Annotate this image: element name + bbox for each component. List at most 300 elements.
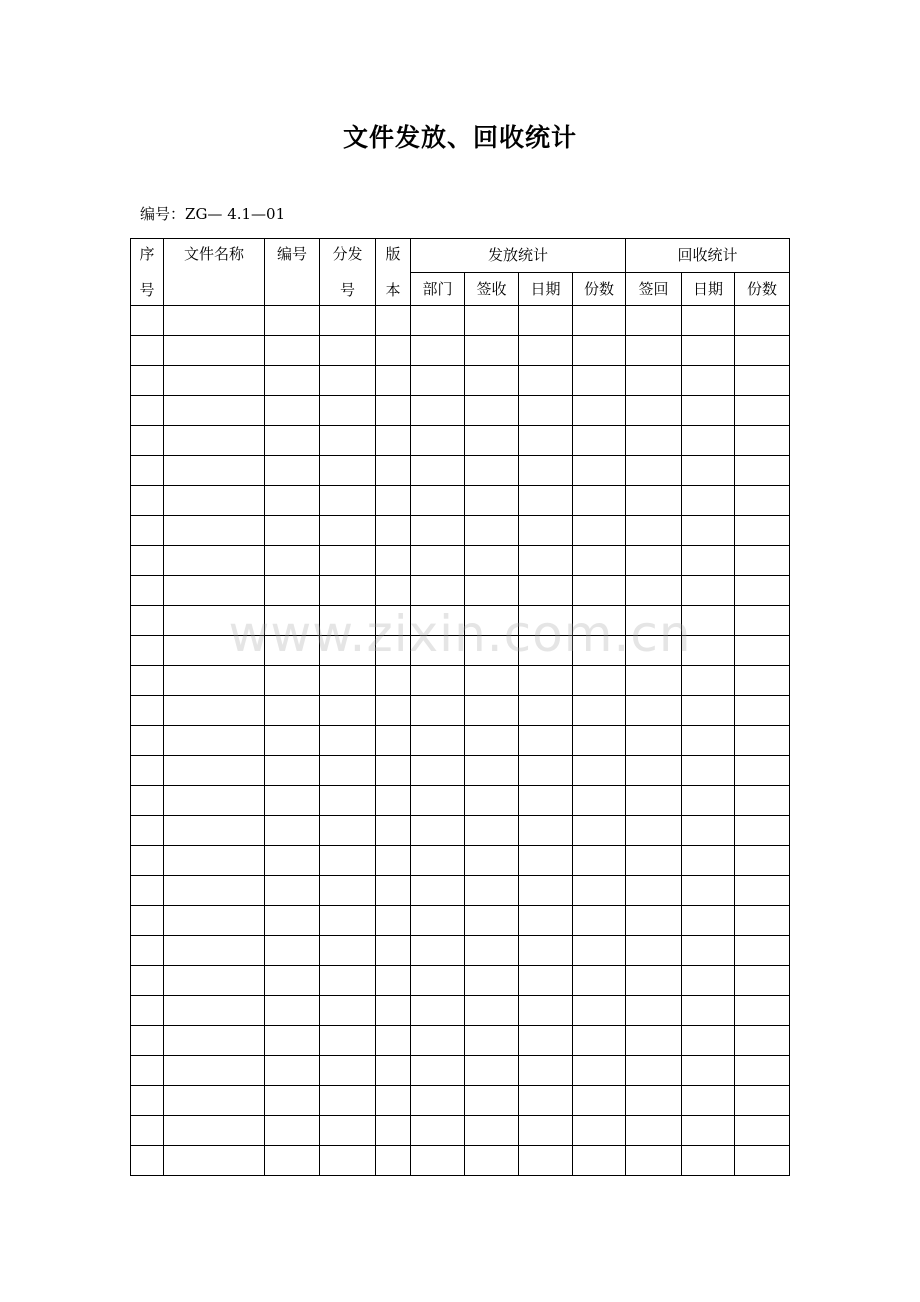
table-cell (411, 486, 465, 516)
table-cell (519, 996, 573, 1026)
table-cell (573, 396, 626, 426)
table-cell (682, 816, 735, 846)
table-cell (465, 576, 519, 606)
table-cell (519, 1056, 573, 1086)
table-cell (735, 636, 790, 666)
table-cell (573, 606, 626, 636)
table-cell (519, 966, 573, 996)
table-cell (265, 336, 320, 366)
table-cell (626, 306, 682, 336)
table-cell (131, 636, 164, 666)
table-cell (735, 1056, 790, 1086)
table-cell (411, 996, 465, 1026)
table-cell (682, 1056, 735, 1086)
table-cell (131, 1116, 164, 1146)
table-cell (131, 546, 164, 576)
table-cell (164, 666, 265, 696)
table-cell (682, 426, 735, 456)
table-cell (519, 756, 573, 786)
table-cell (320, 996, 376, 1026)
header-issue-dept: 部门 (411, 272, 465, 306)
table-cell (519, 906, 573, 936)
table-cell (320, 966, 376, 996)
table-cell (411, 756, 465, 786)
table-cell (626, 996, 682, 1026)
table-cell (320, 1146, 376, 1176)
table-row (131, 936, 790, 966)
table-cell (320, 396, 376, 426)
table-cell (682, 1116, 735, 1146)
table-cell (411, 396, 465, 426)
table-cell (519, 726, 573, 756)
table-cell (411, 696, 465, 726)
table-cell (164, 306, 265, 336)
table-cell (735, 696, 790, 726)
header-issue-copies: 份数 (573, 272, 626, 306)
table-row (131, 486, 790, 516)
table-cell (131, 426, 164, 456)
table-cell (376, 456, 411, 486)
table-cell (465, 666, 519, 696)
table-row (131, 1146, 790, 1176)
table-cell (164, 726, 265, 756)
table-cell (573, 756, 626, 786)
table-cell (573, 696, 626, 726)
table-cell (376, 426, 411, 456)
table-cell (573, 486, 626, 516)
table-cell (320, 546, 376, 576)
table-cell (320, 876, 376, 906)
table-cell (465, 816, 519, 846)
table-cell (735, 396, 790, 426)
table-cell (519, 336, 573, 366)
table-cell (376, 336, 411, 366)
table-cell (320, 846, 376, 876)
table-cell (465, 696, 519, 726)
table-cell (682, 396, 735, 426)
table-cell (376, 516, 411, 546)
table-cell (411, 1056, 465, 1086)
table-cell (682, 1086, 735, 1116)
table-cell (465, 546, 519, 576)
table-cell (376, 486, 411, 516)
table-cell (465, 426, 519, 456)
header-dist-bottom: 号 (339, 281, 355, 299)
table-cell (164, 1146, 265, 1176)
document-code-value: ZG— 4.1—01 (185, 205, 286, 223)
table-row (131, 876, 790, 906)
table-cell (682, 606, 735, 636)
table-cell (626, 1116, 682, 1146)
table-cell (626, 756, 682, 786)
table-cell (131, 726, 164, 756)
table-cell (573, 906, 626, 936)
table-cell (735, 1086, 790, 1116)
table-cell (682, 306, 735, 336)
table-cell (265, 1086, 320, 1116)
table-cell (465, 636, 519, 666)
table-cell (735, 666, 790, 696)
table-cell (265, 876, 320, 906)
table-cell (626, 336, 682, 366)
table-cell (376, 366, 411, 396)
table-cell (164, 996, 265, 1026)
table-cell (682, 336, 735, 366)
table-cell (735, 1116, 790, 1146)
table-cell (164, 756, 265, 786)
table-cell (573, 1146, 626, 1176)
table-cell (265, 1056, 320, 1086)
table-cell (682, 366, 735, 396)
table-row (131, 1116, 790, 1146)
header-dist-number (320, 239, 376, 306)
table-cell (265, 1026, 320, 1056)
table-cell (626, 936, 682, 966)
header-version-bottom: 本 (385, 281, 401, 299)
table-cell (573, 1086, 626, 1116)
table-cell (626, 906, 682, 936)
table-cell (411, 816, 465, 846)
table-cell (411, 1026, 465, 1056)
table-cell (465, 726, 519, 756)
table-cell (320, 336, 376, 366)
table-cell (376, 906, 411, 936)
table-cell (164, 1116, 265, 1146)
table-cell (735, 306, 790, 336)
table-cell (164, 1056, 265, 1086)
table-cell (320, 1056, 376, 1086)
table-cell (265, 426, 320, 456)
table-cell (626, 636, 682, 666)
table-cell (465, 606, 519, 636)
table-cell (131, 396, 164, 426)
table-cell (573, 426, 626, 456)
table-cell (573, 336, 626, 366)
table-cell (735, 1146, 790, 1176)
header-recall-date: 日期 (682, 272, 735, 306)
table-cell (626, 576, 682, 606)
table-cell (626, 426, 682, 456)
table-cell (131, 456, 164, 486)
header-recall-sign: 签回 (626, 272, 682, 306)
table-cell (573, 996, 626, 1026)
page-title: 文件发放、回收统计 (342, 123, 577, 152)
table-cell (465, 336, 519, 366)
table-cell (682, 906, 735, 936)
header-recall-copies: 份数 (735, 272, 790, 306)
table-row (131, 906, 790, 936)
table-cell (735, 486, 790, 516)
table-cell (626, 606, 682, 636)
table-row (131, 306, 790, 336)
table-cell (320, 1086, 376, 1116)
table-cell (682, 486, 735, 516)
table-cell (131, 906, 164, 936)
table-cell (626, 786, 682, 816)
table-row (131, 696, 790, 726)
table-row (131, 846, 790, 876)
table-cell (735, 1026, 790, 1056)
table-cell (626, 846, 682, 876)
table-cell (682, 876, 735, 906)
table-cell (519, 696, 573, 726)
table-cell (573, 516, 626, 546)
table-cell (411, 936, 465, 966)
table-cell (735, 816, 790, 846)
table-cell (320, 606, 376, 636)
header-version-top: 版 (385, 245, 401, 263)
table-cell (573, 816, 626, 846)
table-cell (411, 306, 465, 336)
table-cell (573, 876, 626, 906)
table-cell (411, 846, 465, 876)
table-cell (411, 636, 465, 666)
table-row (131, 756, 790, 786)
table-cell (320, 816, 376, 846)
header-number: 编号 (265, 239, 320, 306)
table-cell (735, 966, 790, 996)
table-cell (682, 756, 735, 786)
table-cell (465, 486, 519, 516)
table-cell (131, 936, 164, 966)
table-cell (164, 1026, 265, 1056)
table-cell (265, 636, 320, 666)
table-cell (131, 696, 164, 726)
table-cell (320, 936, 376, 966)
table-cell (519, 486, 573, 516)
table-cell (735, 576, 790, 606)
table-cell (735, 546, 790, 576)
table-cell (465, 396, 519, 426)
table-cell (735, 366, 790, 396)
table-row (131, 726, 790, 756)
table-cell (265, 1146, 320, 1176)
table-row (131, 576, 790, 606)
table-cell (519, 636, 573, 666)
table-cell (164, 906, 265, 936)
table-cell (131, 756, 164, 786)
table-row (131, 426, 790, 456)
header-version (376, 239, 411, 306)
table-cell (265, 726, 320, 756)
table-cell (411, 1116, 465, 1146)
table-cell (735, 846, 790, 876)
table-cell (519, 816, 573, 846)
table-cell (519, 306, 573, 336)
table-cell (735, 996, 790, 1026)
header-dist-top: 分发 (332, 245, 363, 263)
table-cell (682, 456, 735, 486)
table-cell (573, 366, 626, 396)
table-cell (519, 576, 573, 606)
table-cell (626, 816, 682, 846)
header-issue-group: 发放统计 (411, 239, 626, 273)
table-cell (131, 996, 164, 1026)
table-cell (626, 1056, 682, 1086)
table-cell (164, 876, 265, 906)
table-cell (376, 1146, 411, 1176)
table-cell (376, 1026, 411, 1056)
table-row (131, 1056, 790, 1086)
distribution-recall-table (130, 238, 790, 1176)
table-cell (573, 546, 626, 576)
table-cell (735, 606, 790, 636)
table-cell (682, 996, 735, 1026)
table-cell (519, 606, 573, 636)
table-cell (465, 846, 519, 876)
table-cell (320, 306, 376, 336)
table-row (131, 456, 790, 486)
table-cell (682, 546, 735, 576)
table-cell (131, 516, 164, 546)
table-cell (131, 666, 164, 696)
table-cell (265, 456, 320, 486)
table-cell (164, 486, 265, 516)
table-cell (626, 456, 682, 486)
table-cell (320, 426, 376, 456)
table-cell (376, 756, 411, 786)
table-cell (320, 906, 376, 936)
table-cell (735, 756, 790, 786)
table-row (131, 666, 790, 696)
table-cell (411, 426, 465, 456)
table-cell (465, 1116, 519, 1146)
document-code (140, 203, 285, 224)
table-cell (573, 786, 626, 816)
table-cell (519, 456, 573, 486)
table-cell (320, 696, 376, 726)
table-cell (573, 1056, 626, 1086)
header-row-1 (131, 239, 790, 273)
table-cell (411, 906, 465, 936)
table-cell (626, 876, 682, 906)
header-issue-sign: 签收 (465, 272, 519, 306)
table-cell (735, 936, 790, 966)
table-row (131, 396, 790, 426)
table-cell (411, 366, 465, 396)
table-cell (519, 936, 573, 966)
table-cell (465, 1086, 519, 1116)
table-cell (131, 306, 164, 336)
table-cell (376, 1086, 411, 1116)
table-cell (131, 966, 164, 996)
table-cell (164, 336, 265, 366)
table-row (131, 1086, 790, 1116)
table-cell (519, 1026, 573, 1056)
table-cell (131, 576, 164, 606)
table-cell (682, 1026, 735, 1056)
table-cell (682, 576, 735, 606)
table-cell (626, 366, 682, 396)
header-seq-bottom: 号 (139, 281, 155, 299)
header-file-name: 文件名称 (164, 239, 265, 306)
table-cell (265, 486, 320, 516)
table-cell (376, 846, 411, 876)
table-cell (376, 306, 411, 336)
table-cell (465, 786, 519, 816)
table-cell (411, 1086, 465, 1116)
table-cell (411, 1146, 465, 1176)
table-cell (265, 606, 320, 636)
table-cell (265, 696, 320, 726)
table-cell (573, 1116, 626, 1146)
table-cell (573, 456, 626, 486)
table-cell (573, 666, 626, 696)
table-cell (376, 816, 411, 846)
table-cell (682, 666, 735, 696)
table-cell (411, 606, 465, 636)
table-cell (265, 906, 320, 936)
table-row (131, 996, 790, 1026)
table-cell (735, 786, 790, 816)
table-cell (164, 1086, 265, 1116)
table-cell (164, 696, 265, 726)
table-cell (682, 966, 735, 996)
document-code-label: 编号： (140, 205, 186, 223)
table-cell (320, 756, 376, 786)
table-cell (320, 666, 376, 696)
table-cell (519, 516, 573, 546)
table-cell (320, 636, 376, 666)
table-row (131, 516, 790, 546)
table-cell (411, 726, 465, 756)
table-cell (735, 426, 790, 456)
table-cell (626, 516, 682, 546)
table-cell (265, 366, 320, 396)
table-cell (626, 666, 682, 696)
table-cell (626, 486, 682, 516)
watermark: www.zixin.com.cn (228, 605, 692, 663)
table-cell (465, 1056, 519, 1086)
table-cell (573, 726, 626, 756)
table-cell (131, 1086, 164, 1116)
table-cell (411, 966, 465, 996)
table-cell (682, 636, 735, 666)
table-cell (411, 576, 465, 606)
table-cell (131, 816, 164, 846)
table-cell (164, 396, 265, 426)
table-cell (682, 726, 735, 756)
table-cell (735, 456, 790, 486)
table-cell (131, 876, 164, 906)
table-cell (519, 1116, 573, 1146)
table-cell (573, 1026, 626, 1056)
table-cell (376, 726, 411, 756)
table-cell (131, 336, 164, 366)
table-cell (411, 516, 465, 546)
table-cell (411, 666, 465, 696)
table-cell (376, 1056, 411, 1086)
header-seq-top: 序 (139, 245, 155, 263)
table-cell (164, 366, 265, 396)
table-cell (376, 696, 411, 726)
table-cell (265, 996, 320, 1026)
table-cell (519, 846, 573, 876)
table-cell (465, 1146, 519, 1176)
table-cell (573, 576, 626, 606)
table-cell (265, 516, 320, 546)
table-cell (376, 1116, 411, 1146)
table-cell (626, 1026, 682, 1056)
table-cell (573, 636, 626, 666)
table-cell (164, 966, 265, 996)
header-recall-group: 回收统计 (626, 239, 790, 273)
table-cell (682, 516, 735, 546)
table-cell (519, 786, 573, 816)
table-cell (376, 876, 411, 906)
table-cell (265, 786, 320, 816)
table-cell (320, 516, 376, 546)
